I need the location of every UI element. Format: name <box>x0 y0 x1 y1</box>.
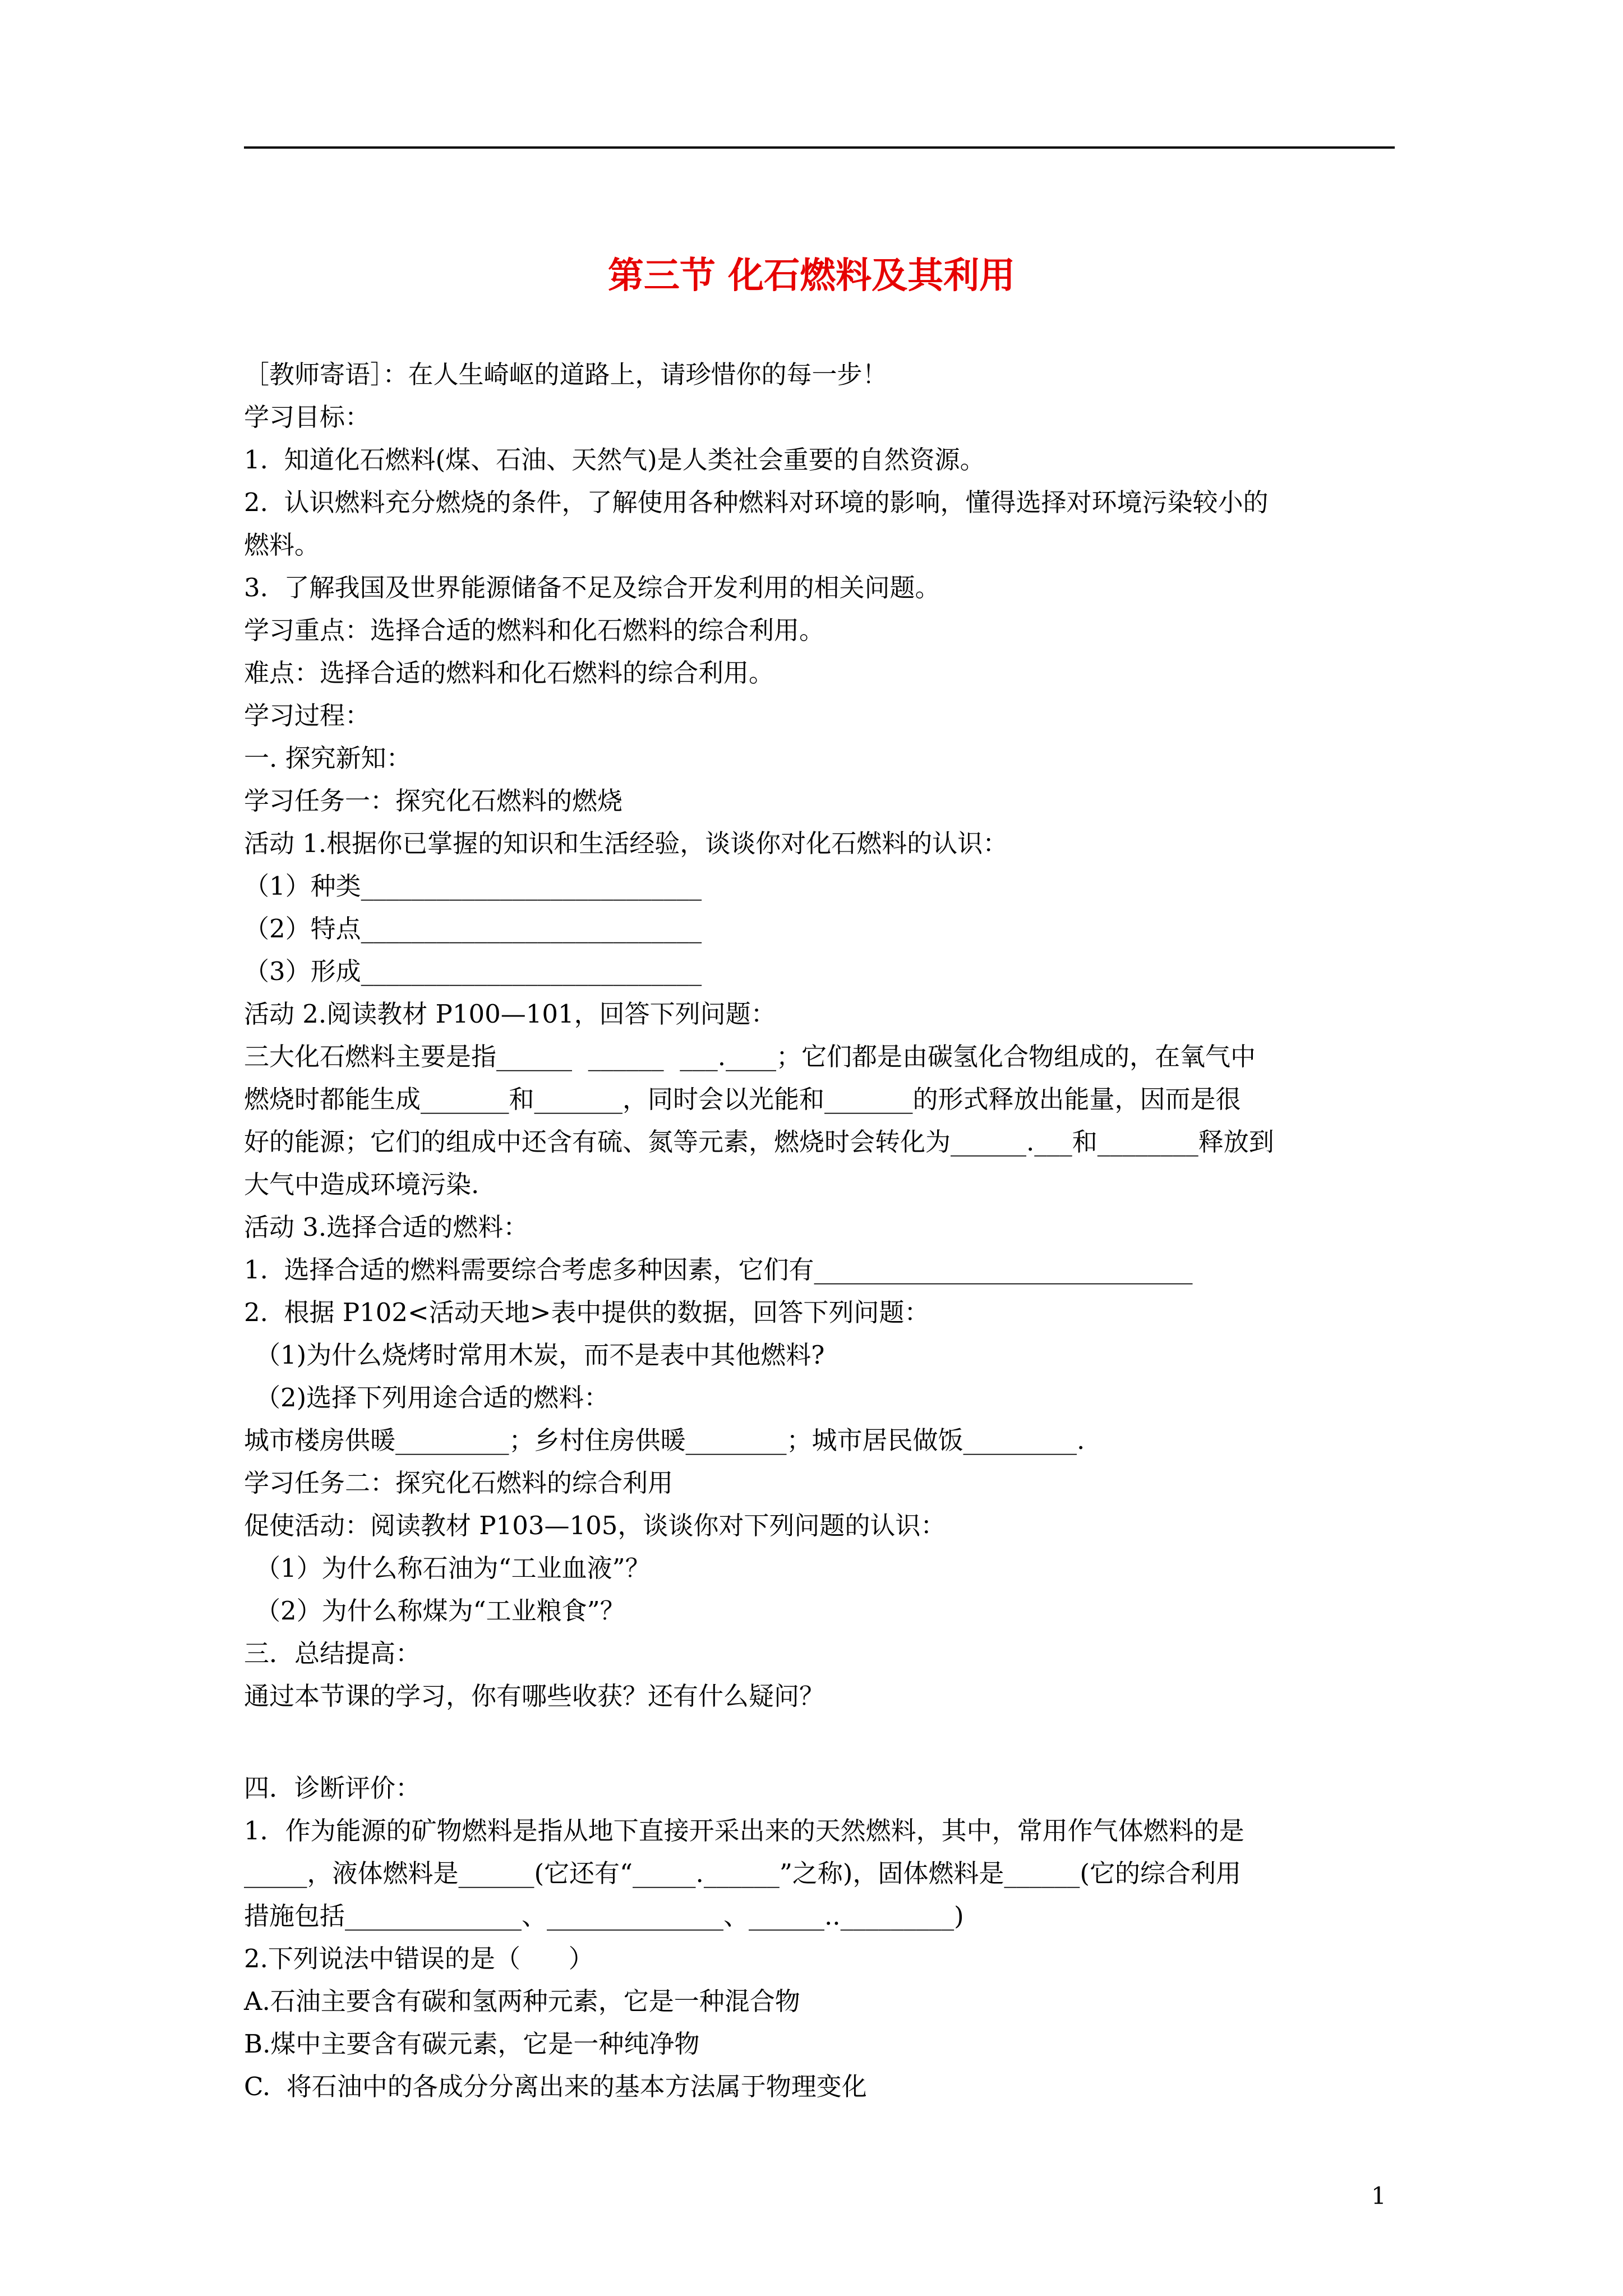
text-line: 三．总结提高： <box>244 1639 421 1668</box>
text-line: 燃料。 <box>244 530 320 560</box>
text-line: B.煤中主要含有碳元素，它是一种纯净物 <box>244 2029 700 2059</box>
text-line: 活动 1.根据你已掌握的知识和生活经验，谈谈你对化石燃料的认识： <box>244 829 1008 858</box>
text-line: C. 将石油中的各成分分离出来的基本方法属于物理变化 <box>244 2072 867 2101</box>
text-line: 促使活动：阅读教材 P103—105，谈谈你对下列问题的认识： <box>244 1511 946 1540</box>
text-line: 活动 3.选择合适的燃料： <box>244 1212 529 1242</box>
page-number: 1 <box>1371 2182 1386 2210</box>
text-line: 活动 2.阅读教材 P100—101，回答下列问题： <box>244 999 776 1029</box>
text-line: 一. 探究新知： <box>244 743 412 773</box>
text-line: （3）形成___________________________ <box>244 956 702 986</box>
text-line: 学习目标： <box>244 402 371 432</box>
text-line: 三大化石燃料主要是指______ ______ ___.____；它们都是由碳氢化合物组成的，在氧气中 <box>244 1042 1256 1071</box>
text-line: 3. 了解我国及世界能源储备不足及综合开发利用的相关问题。 <box>244 573 940 602</box>
text-line: （2）特点___________________________ <box>244 914 702 944</box>
text-line: 2. 根据 P102<活动天地>表中提供的数据，回答下列问题： <box>244 1297 930 1327</box>
text-line: A.石油主要含有碳和氢两种元素，它是一种混合物 <box>244 1986 800 2016</box>
text-line: 四．诊断评价： <box>244 1773 421 1803</box>
text-line: 2.下列说法中错误的是（ ） <box>244 1944 594 1973</box>
text-line: 措施包括______________、______________、______.._________) <box>244 1901 964 1931</box>
text-line: 学习任务一：探究化石燃料的燃烧 <box>244 786 623 816</box>
text-line: 难点：选择合适的燃料和化石燃料的综合利用。 <box>244 658 774 688</box>
text-line: 通过本节课的学习，你有哪些收获？还有什么疑问？ <box>244 1681 825 1711</box>
text-line: 1. 知道化石燃料(煤、石油、天然气)是人类社会重要的自然资源。 <box>244 445 985 475</box>
text-line: （2）为什么称煤为“工业粮食”？ <box>255 1596 625 1626</box>
text-line: （2)选择下列用途合适的燃料： <box>255 1383 610 1412</box>
text-line: _____，液体燃料是______(它还有“_____.______”之称)，固体燃料是______(它的综合利用 <box>244 1858 1241 1888</box>
text-line: 燃烧时都能生成_______和_______，同时会以光能和_______的形式释放出能量，因而是很 <box>244 1084 1241 1114</box>
text-line: （1)为什么烧烤时常用木炭，而不是表中其他燃料? <box>255 1340 825 1370</box>
text-line: 学习重点：选择合适的燃料和化石燃料的综合利用。 <box>244 615 825 645</box>
text-line: 好的能源；它们的组成中还含有硫、氮等元素，燃烧时会转化为______.___和________释放到 <box>244 1127 1274 1157</box>
text-line: （1）为什么称石油为“工业血液”？ <box>255 1553 651 1583</box>
text-line: 城市楼房供暖_________；乡村住房供暖________；城市居民做饭_________. <box>244 1425 1085 1455</box>
page-title: 第三节 化石燃料及其利用 <box>607 255 1016 297</box>
text-line: 1. 选择合适的燃料需要综合考虑多种因素，它们有______________________________ <box>244 1255 1193 1285</box>
text-line: （1）种类___________________________ <box>244 871 702 901</box>
text-line: 学习任务二：探究化石燃料的综合利用 <box>244 1468 674 1498</box>
header-rule <box>244 146 1395 149</box>
text-line: 大气中造成环境污染. <box>244 1170 479 1199</box>
text-line: 1．作为能源的矿物燃料是指从地下直接开采出来的天然燃料，其中，常用作气体燃料的是 <box>244 1816 1244 1846</box>
text-line: 学习过程： <box>244 701 371 730</box>
text-line: 2. 认识燃料充分燃烧的条件，了解使用各种燃料对环境的影响，懂得选择对环境污染较小的 <box>244 487 1269 517</box>
text-line: ［教师寄语］：在人生崎岖的道路上，请珍惜你的每一步！ <box>244 360 888 389</box>
